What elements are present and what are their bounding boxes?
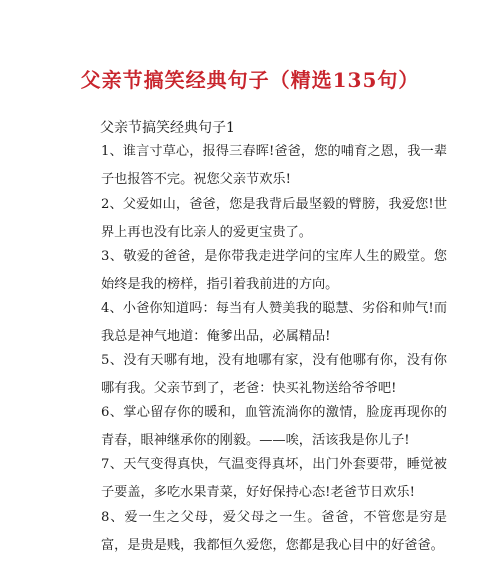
document-title: 父亲节搞笑经典句子（精选135句） — [80, 68, 420, 92]
paragraph-5: 5、没有天哪有地，没有地哪有家，没有他哪有你，没有你哪有我。父亲节到了，老爸：快买礼物送给爷爷吧! — [101, 353, 447, 396]
paragraph-4: 4、小爸你知道吗：每当有人赞美我的聪慧、劣俗和帅气!而我总是神气地道：俺爹出品，必属精品! — [101, 301, 447, 344]
document-subtitle: 父亲节搞笑经典句子1 — [100, 120, 235, 136]
paragraph-8: 8、爱一生之父母，爱父母之一生。爸爸，不管您是穷是富，是贵是贱，我都恒久爱您，您都是我心目中的好爸爸。 — [101, 510, 447, 553]
paragraph-3: 3、敬爱的爸爸，是你带我走进学问的宝库人生的殿堂。您始终是我的榜样，指引着我前进的方向。 — [101, 249, 447, 292]
paragraph-1: 1、谁言寸草心，报得三春晖!爸爸，您的哺育之恩，我一辈子也报答不完。祝您父亲节欢乐! — [101, 144, 447, 187]
paragraph-6: 6、掌心留存你的暖和，血管流淌你的激情，脸庞再现你的青春，眼神继承你的刚毅。——唉，活该我是你儿子! — [101, 405, 447, 448]
paragraph-7: 7、天气变得真快，气温变得真坏，出门外套要带，睡觉被子要盖，多吃水果青菜，好好保持心态!老爸节日欢乐! — [101, 457, 447, 500]
paragraph-2: 2、父爱如山，爸爸，您是我背后最坚毅的臂膀，我爱您!世界上再也没有比亲人的爱更宝贵了。 — [101, 197, 447, 240]
